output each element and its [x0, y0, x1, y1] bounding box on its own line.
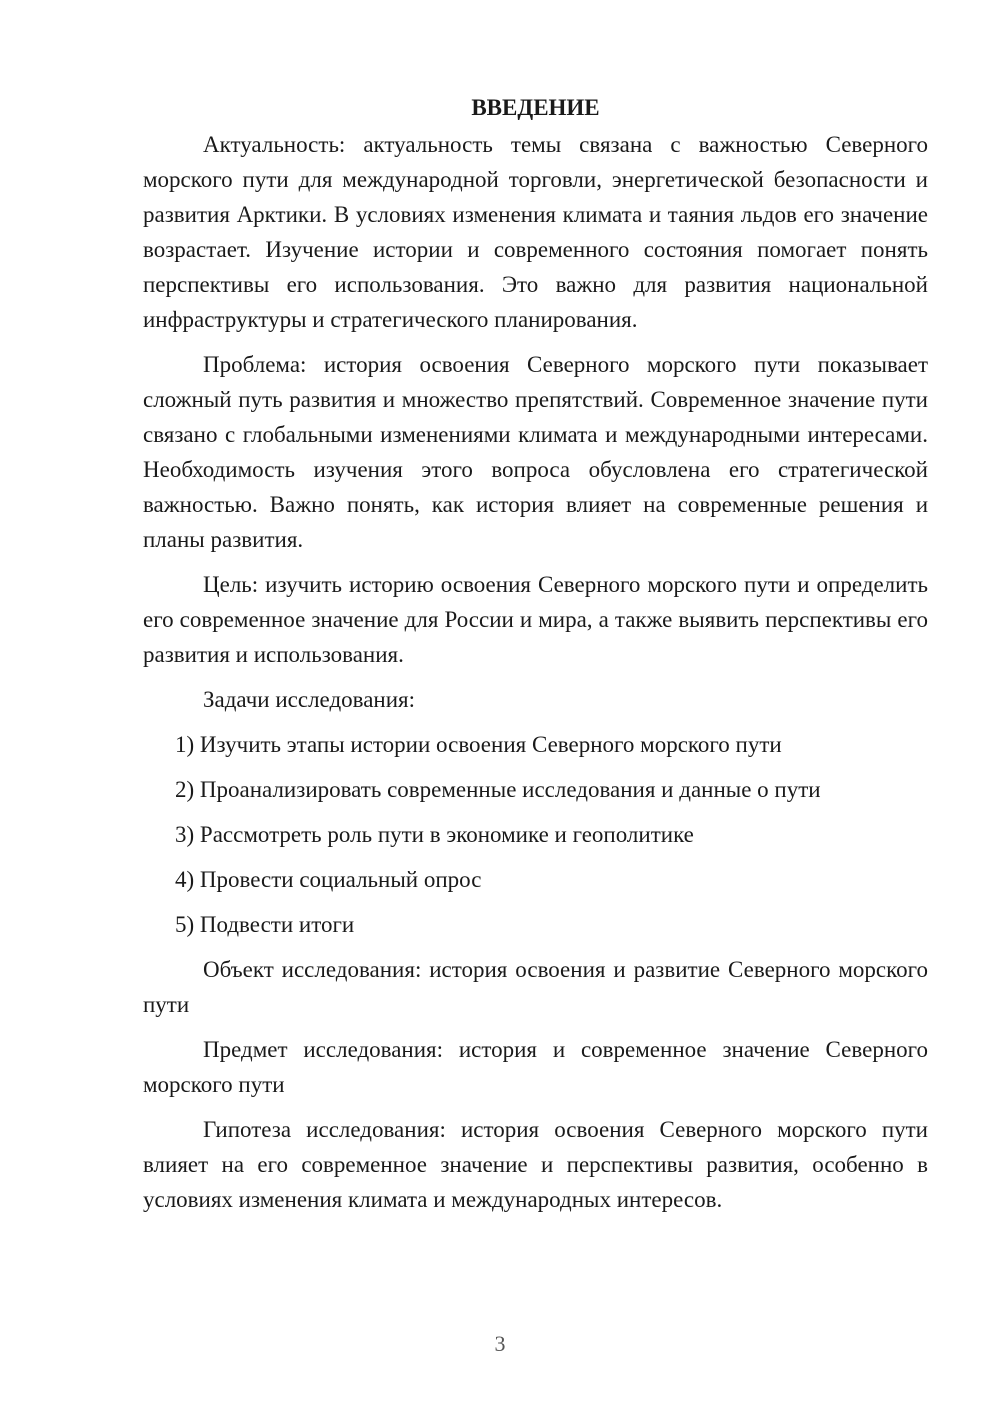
- section-title: ВВЕДЕНИЕ: [471, 95, 600, 120]
- list-item: 1) Изучить этапы истории освоения Северного морского пути: [175, 732, 782, 757]
- list-item: 3) Рассмотреть роль пути в экономике и геополитике: [175, 822, 694, 847]
- problem-paragraph: Проблема: история освоения Северного морского пути показывает сложный путь развития и множество препятствий. Современное значение пути связано с глобальными изменениями климата и международными интересами. Необходимость изучения этого вопроса обусловлена его стратегической важностью. Важно понять, как история влияет на современные решения и планы развития.: [143, 352, 928, 552]
- subject-paragraph: Предмет исследования: история и современное значение Северного морского пути: [143, 1037, 928, 1097]
- list-item: 2) Проанализировать современные исследования и данные о пути: [175, 777, 821, 802]
- object-paragraph: Объект исследования: история освоения и развитие Северного морского пути: [143, 957, 928, 1017]
- tasks-heading: Задачи исследования:: [203, 687, 416, 712]
- hypothesis-paragraph: Гипотеза исследования: история освоения Северного морского пути влияет на его современное значение и перспективы развития, особенно в условиях изменения климата и международных интересов.: [143, 1117, 928, 1212]
- page-number: 3: [494, 1331, 506, 1356]
- tasks-list: [143, 727, 928, 942]
- relevance-paragraph: Актуальность: актуальность темы связана с важностью Северного морского пути для международной торговли, энергетической безопасности и развития Арктики. В условиях изменения климата и таяния льдов его значение возрастает. Изучение истории и современного состояния помогает понять перспективы его использования. Это важно для развития национальной инфраструктуры и стратегического планирования.: [143, 132, 928, 332]
- list-item: 4) Провести социальный опрос: [175, 867, 482, 892]
- list-item: 5) Подвести итоги: [175, 912, 355, 937]
- document-page: [143, 90, 928, 1217]
- goal-paragraph: Цель: изучить историю освоения Северного морского пути и определить его современное значение для России и мира, а также выявить перспективы его развития и использования.: [143, 572, 928, 667]
